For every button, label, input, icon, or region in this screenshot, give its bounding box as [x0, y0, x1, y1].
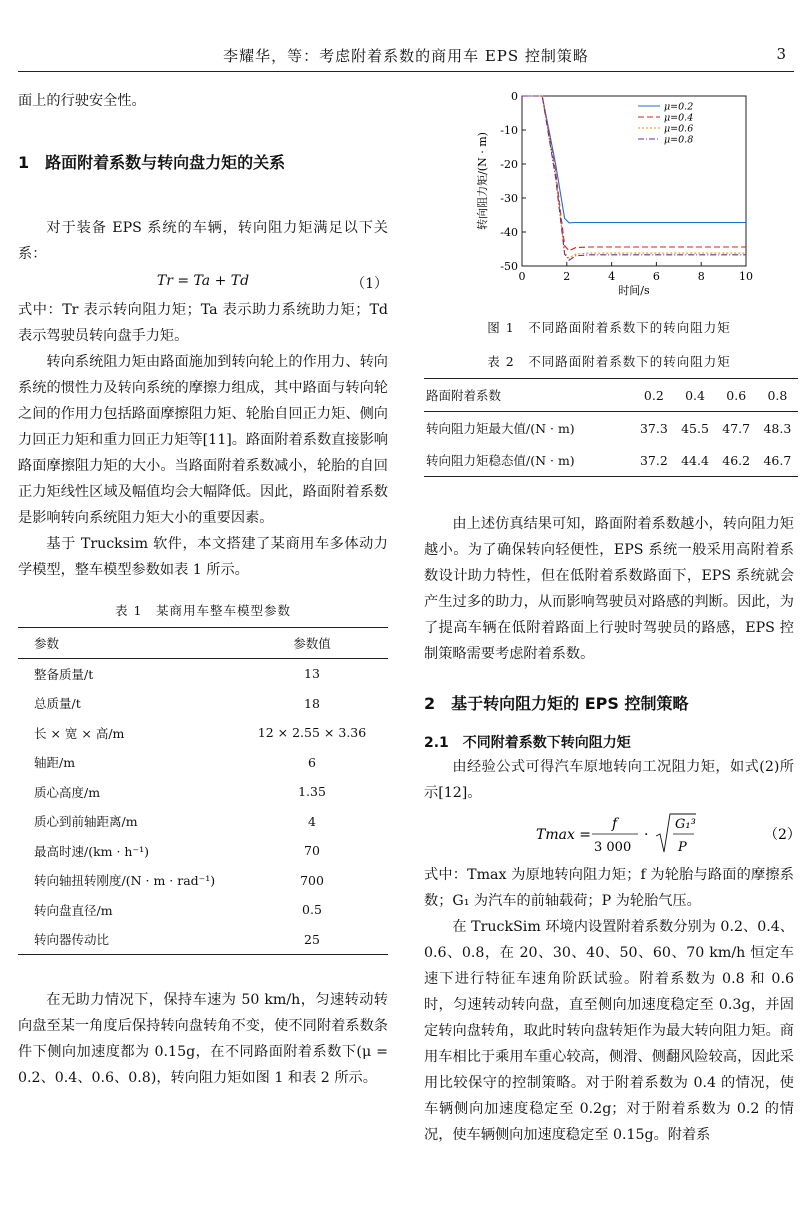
paragraph-6: 由上述仿真结果可知，路面附着系数越小，转向阻力矩越小。为了确保转向轻便性，EPS 系统一般采用高附着系数设计助力特性，但在低附着系数路面下，EPS 系统就会产生过多的助力，从而影响驾驶员对路感的判断。因此，为了提高车辆在低附着路面上行驶时驾驶员的路感，EPS 控制策略需要考虑附着系数。 — [424, 516, 794, 662]
eq2-f: f — [612, 816, 618, 832]
table-2-caption: 表 2 不同路面附着系数下的转向阻力矩 — [487, 354, 731, 369]
paragraph-8: 式中：Tmax 为原地转向阻力矩；f 为轮胎与路面的摩擦系数；G₁ 为汽车的前轴载荷；P 为轮胎气压。 — [424, 867, 794, 909]
y-tick-label: 0 — [511, 90, 518, 103]
legend-label-3: μ=0.6 — [664, 123, 694, 135]
section-1-heading: 1 路面附着系数与转向盘力矩的关系 — [18, 153, 286, 172]
legend-label-4: μ=0.8 — [664, 134, 694, 146]
table-cell: 70 — [304, 843, 320, 859]
table-row — [424, 412, 798, 445]
table-cell: 转向阻力矩最大值/(N · m) — [426, 421, 575, 436]
table-cell: 25 — [304, 931, 320, 947]
page-header — [0, 0, 812, 74]
y-tick-label: -40 — [500, 226, 518, 239]
x-axis-label: 时间/s — [618, 284, 650, 297]
paragraph-2: 式中：Tr 表示转向阻力矩；Ta 表示助力系统助力矩；Td 表示驾驶员转向盘手力矩。 — [18, 302, 388, 344]
left-column — [18, 80, 388, 1091]
table-cell: 12 × 2.55 × 3.36 — [257, 725, 367, 741]
header-rule — [18, 71, 794, 72]
equation-1-body: Tr = Ta + Td — [156, 273, 250, 289]
table-cell: 13 — [304, 666, 320, 682]
paragraph-9: 在 TruckSim 环境内设置附着系数分别为 0.2、0.4、0.6、0.8，在 20、30、40、50、60、70 km/h 恒定车速下进行特征车速角阶跃试验。附着系数为 0.8 和 0.6 时，匀速转动转向盘，直至侧向加速度稳定至 0.3g，并固定转向盘转角，取此时转向盘转矩作为最大转向阻力矩。商用车相比于乘用车重心较高，侧滑、侧翻风险较高，因此采用比较保守的控制策略。对于附着系数为 0.4 的情况，使车辆侧向加速度稳定至 0.2g；对于附着系数为 0.2 的情况，使车辆侧向加速度稳定至 0.15g。附着系 — [424, 919, 794, 1143]
equation-1-number: （1） — [351, 276, 388, 292]
table-cell: 最高时速/(km · h⁻¹) — [34, 843, 149, 859]
table-row — [18, 748, 388, 778]
table-row — [18, 925, 388, 955]
x-tick-label: 10 — [739, 270, 753, 283]
y-axis-label: 转向阻力矩/(N · m) — [476, 132, 489, 230]
figure-1-caption: 图 1 不同路面附着系数下的转向阻力矩 — [487, 320, 731, 335]
eq2-g: G₁³ — [675, 817, 696, 832]
table-cell: 0.2 — [633, 379, 674, 412]
table-cell: 1.35 — [298, 784, 326, 800]
table-cell: 0.5 — [302, 902, 322, 918]
eq2-lhs: Tmax = — [536, 827, 592, 843]
table-cell: 6 — [308, 754, 316, 770]
table-cell: 长 × 宽 × 高/m — [34, 725, 125, 741]
table-row — [18, 866, 388, 896]
paragraph-3: 转向系统阻力矩由路面施加到转向轮上的作用力、转向系统的惯性力及转向系统的摩擦力组成，其中路面与转向轮之间的作用力包括路面摩擦阻力矩、轮胎自回正力矩、侧向力回正力矩和重力回正力矩等[11]。路面附着系数直接影响路面摩擦阻力矩的大小。当路面附着系数减小，轮胎的自回正力矩线性区域及幅值均会大幅降低。因此，路面附着系数是影响转向系统阻力矩大小的重要因素。 — [18, 354, 388, 526]
equation-2-number: （2） — [764, 827, 798, 843]
x-tick-label: 8 — [697, 270, 705, 283]
table-cell: 转向阻力矩稳态值/(N · m) — [426, 453, 575, 468]
right-column — [424, 84, 798, 1148]
figure-1 — [424, 84, 798, 312]
y-tick-label: -30 — [500, 192, 518, 205]
paragraph-continuation: 面上的行驶安全性。 — [18, 93, 146, 109]
y-tick-label: -10 — [500, 124, 518, 137]
plot-frame — [522, 96, 746, 266]
table-cell: 轴距/m — [34, 755, 76, 771]
series-line-1 — [522, 96, 746, 223]
table-cell: 转向盘直径/m — [34, 902, 113, 918]
table-cell: 4 — [308, 813, 316, 829]
equation-2 — [424, 806, 798, 862]
table-cell: 0.8 — [757, 379, 798, 412]
table-cell: 48.3 — [763, 420, 792, 436]
table-cell: 转向轴扭转刚度/(N · m · rad⁻¹) — [34, 873, 216, 889]
table-row — [424, 444, 798, 477]
y-tick-label: -50 — [500, 260, 518, 273]
table-1-caption: 表 1 某商用车整车模型参数 — [115, 603, 291, 618]
eq2-den: 3 000 — [594, 840, 632, 855]
table-1-header-param: 参数 — [18, 628, 236, 659]
table-2 — [424, 378, 798, 477]
table-cell: 44.4 — [681, 452, 709, 468]
table-cell: 47.7 — [722, 420, 751, 436]
table-row — [18, 895, 388, 925]
table-row — [18, 659, 388, 689]
table-cell: 45.5 — [681, 420, 709, 436]
legend-label-2: μ=0.4 — [664, 112, 694, 124]
series-line-4 — [522, 96, 746, 260]
legend-label-1: μ=0.2 — [664, 101, 694, 113]
series-line-2 — [522, 96, 746, 251]
table-cell: 转向器传动比 — [34, 932, 110, 948]
table-cell: 37.2 — [639, 452, 668, 468]
equation-2-body — [424, 806, 798, 862]
section-2-1-heading: 2.1 不同附着系数下转向阻力矩 — [424, 735, 631, 751]
equation-1 — [18, 267, 388, 297]
table-cell: 总质量/t — [34, 696, 81, 712]
table-1 — [18, 627, 388, 955]
table-cell: 整备质量/t — [34, 666, 94, 682]
x-tick-label: 6 — [652, 270, 660, 283]
x-tick-label: 2 — [563, 270, 571, 283]
eq2-p: P — [678, 840, 687, 855]
table-row — [424, 379, 798, 412]
paragraph-7: 由经验公式可得汽车原地转向工况阻力矩，如式(2)所示[12]。 — [424, 759, 794, 801]
table-row — [18, 807, 388, 837]
table-cell: 18 — [304, 695, 320, 711]
table-cell: 46.2 — [722, 452, 751, 468]
table-row — [18, 718, 388, 748]
paragraph-1: 对于装备 EPS 系统的车辆，转向阻力矩满足以下关系： — [18, 220, 388, 262]
table-cell: 0.6 — [716, 379, 757, 412]
figure-1-chart — [424, 84, 798, 312]
table-cell: 质心到前轴距离/m — [34, 814, 138, 830]
section-2-heading: 2 基于转向阻力矩的 EPS 控制策略 — [424, 694, 689, 713]
paragraph-5: 在无助力情况下，保持车速为 50 km/h，匀速转动转向盘至某一角度后保持转向盘转角不变，使不同附着系数条件下侧向加速度都为 0.15g，在不同路面附着系数下(μ = 0.2、0.4、0.6、0.8)，转向阻力矩如图 1 和表 2 所示。 — [18, 992, 388, 1086]
page-number: 3 — [776, 45, 786, 63]
table-cell: 0.4 — [674, 379, 715, 412]
table-cell: 质心高度/m — [34, 784, 101, 800]
running-title: 李耀华，等：考虑附着系数的商用车 EPS 控制策略 — [223, 47, 589, 65]
table-1-header-value: 参数值 — [236, 628, 388, 659]
table-cell: 46.7 — [763, 452, 792, 468]
x-tick-label: 4 — [608, 270, 616, 283]
table-row — [18, 836, 388, 866]
y-tick-label: -20 — [500, 158, 518, 171]
x-tick-label: 0 — [518, 270, 526, 283]
paragraph-4: 基于 Trucksim 软件，本文搭建了某商用车多体动力学模型，整车模型参数如表 1 所示。 — [18, 536, 388, 578]
table-row — [18, 777, 388, 807]
eq2-dot: · — [644, 827, 649, 843]
table-cell: 路面附着系数 — [424, 379, 633, 412]
table-cell: 37.3 — [639, 420, 668, 436]
table-cell: 700 — [300, 872, 324, 888]
table-row — [18, 689, 388, 719]
